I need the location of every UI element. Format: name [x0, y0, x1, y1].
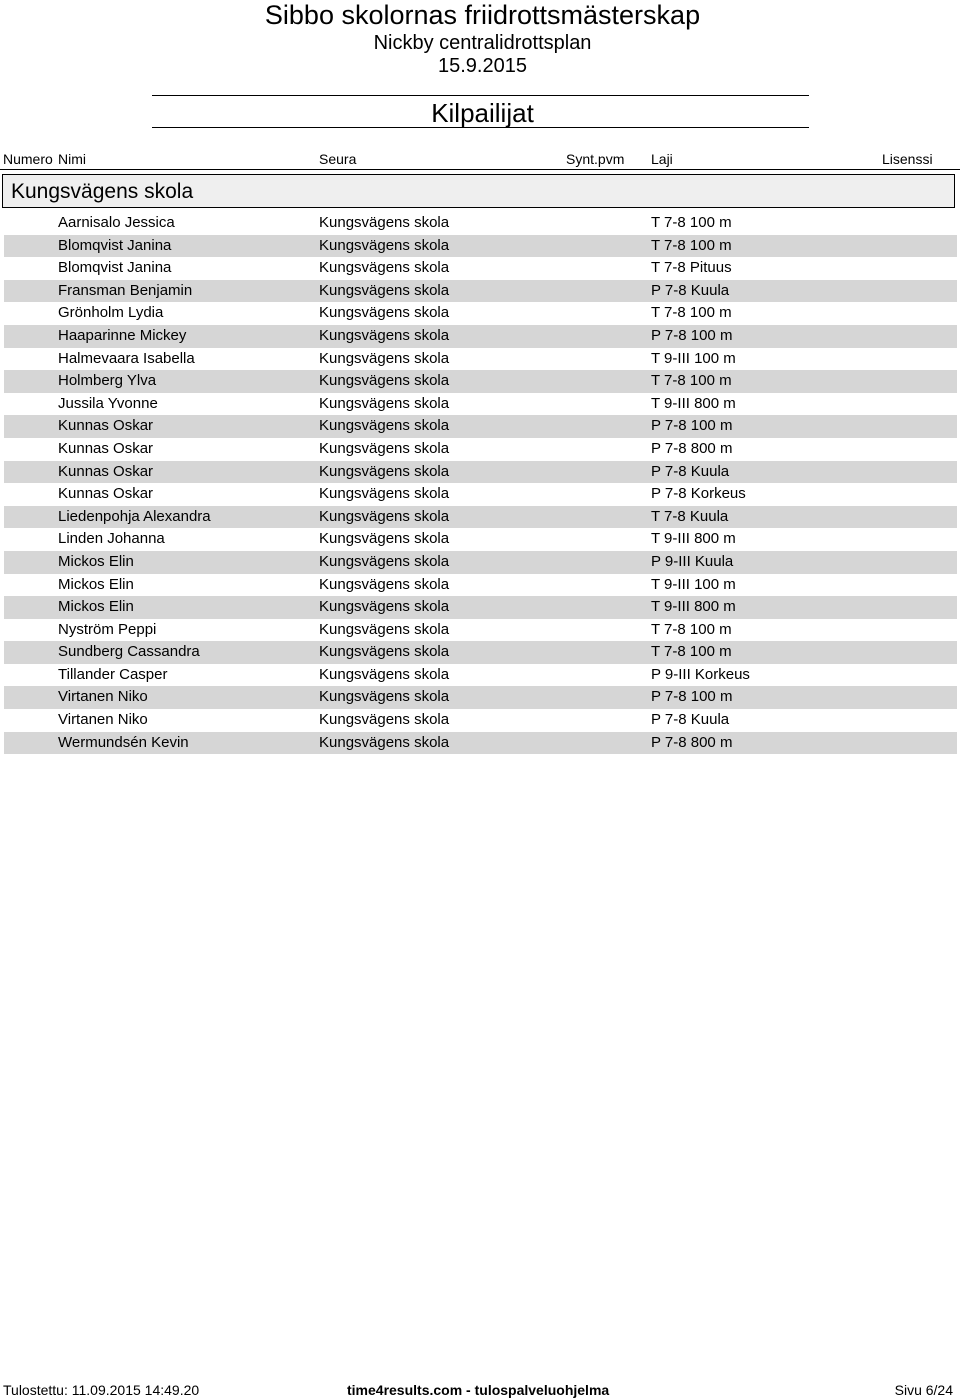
column-header-license: Lisenssi — [882, 151, 933, 167]
competitor-name: Liedenpohja Alexandra — [58, 507, 211, 525]
competitor-name: Virtanen Niko — [58, 688, 148, 706]
table-row — [4, 574, 957, 597]
club-section-header — [2, 174, 955, 208]
competitor-event: P 7-8 Kuula — [651, 281, 730, 299]
competitor-name: Aarnisalo Jessica — [58, 214, 175, 231]
competitor-name: Blomqvist Janina — [58, 259, 172, 277]
competitor-event: T 9-III 800 m — [651, 530, 736, 548]
table-row — [4, 686, 957, 709]
competitor-event: P 7-8 100 m — [651, 688, 733, 706]
table-row — [4, 438, 957, 461]
table-row — [4, 732, 957, 755]
competitor-club: Kungsvägens skola — [319, 688, 450, 706]
competitor-name: Kunnas Oskar — [58, 462, 154, 480]
competitor-event: P 9-III Korkeus — [651, 665, 750, 683]
footer-software: time4results.com - tulospalveluohjelma — [347, 1382, 610, 1398]
competitor-event: T 7-8 100 m — [651, 304, 732, 322]
competitor-club: Kungsvägens skola — [319, 417, 450, 435]
competitor-club: Kungsvägens skola — [319, 372, 450, 390]
competitor-name: Mickos Elin — [58, 598, 134, 616]
competitor-event: P 9-III Kuula — [651, 552, 734, 570]
table-row — [4, 483, 957, 506]
competitor-club: Kungsvägens skola — [319, 733, 450, 751]
competitor-club: Kungsvägens skola — [319, 507, 450, 525]
table-row — [4, 596, 957, 619]
competitor-club: Kungsvägens skola — [319, 394, 450, 412]
table-row — [4, 235, 957, 258]
competitor-event: P 7-8 Korkeus — [651, 485, 746, 503]
competitor-event: P 7-8 800 m — [651, 439, 733, 457]
table-row — [4, 415, 957, 438]
column-header-birthdate: Synt.pvm — [566, 151, 625, 167]
competitor-club: Kungsvägens skola — [319, 281, 450, 299]
competitor-event: T 7-8 Kuula — [651, 507, 729, 525]
competitor-event: T 7-8 100 m — [651, 214, 732, 231]
competitor-name: Linden Johanna — [58, 530, 165, 548]
table-row — [4, 528, 957, 551]
competitor-name: Mickos Elin — [58, 552, 134, 570]
competitor-name: Halmevaara Isabella — [58, 349, 195, 367]
competitor-club: Kungsvägens skola — [319, 711, 450, 729]
competitor-club: Kungsvägens skola — [319, 349, 450, 367]
competitor-event: P 7-8 100 m — [651, 417, 733, 435]
competitor-club: Kungsvägens skola — [319, 575, 450, 593]
competitor-name: Mickos Elin — [58, 575, 134, 593]
competitor-name: Sundberg Cassandra — [58, 643, 200, 661]
competitor-event: T 9-III 100 m — [651, 349, 736, 367]
competitor-club: Kungsvägens skola — [319, 236, 450, 254]
competitor-list — [4, 212, 957, 754]
page-title: Sibbo skolornas friidrottsmästerskap — [264, 0, 701, 30]
competitor-name: Grönholm Lydia — [58, 304, 164, 322]
footer-page-number: Sivu 6/24 — [894, 1382, 953, 1398]
table-row — [4, 280, 957, 303]
venue-subtitle: Nickby centralidrottsplan — [373, 32, 592, 54]
competitor-event: T 7-8 100 m — [651, 372, 732, 390]
table-row — [4, 641, 957, 664]
competitor-name: Tillander Casper — [58, 665, 168, 683]
competitor-event: P 7-8 Kuula — [651, 711, 730, 729]
competitor-name: Blomqvist Janina — [58, 236, 172, 254]
competitor-name: Kunnas Oskar — [58, 439, 154, 457]
competitor-name: Kunnas Oskar — [58, 485, 154, 503]
competitor-club: Kungsvägens skola — [319, 259, 450, 277]
competitor-event: T 9-III 800 m — [651, 394, 736, 412]
competitor-club: Kungsvägens skola — [319, 439, 450, 457]
competitor-club: Kungsvägens skola — [319, 326, 450, 344]
competitor-club: Kungsvägens skola — [319, 665, 450, 683]
competitor-club: Kungsvägens skola — [319, 530, 450, 548]
column-header-name: Nimi — [58, 151, 86, 167]
table-row — [4, 551, 957, 574]
competitor-event: T 7-8 100 m — [651, 643, 732, 661]
competitor-name: Jussila Yvonne — [58, 394, 158, 412]
competitor-name: Wermundsén Kevin — [58, 733, 189, 751]
competitor-club: Kungsvägens skola — [319, 304, 450, 322]
competitor-event: T 7-8 100 m — [651, 620, 732, 638]
competitor-club: Kungsvägens skola — [319, 598, 450, 616]
table-row — [4, 506, 957, 529]
table-row — [4, 212, 957, 235]
club-section-title: Kungsvägens skola — [11, 180, 194, 203]
competitor-name: Haaparinne Mickey — [58, 326, 187, 344]
competitor-club: Kungsvägens skola — [319, 214, 450, 231]
competitor-name: Kunnas Oskar — [58, 417, 154, 435]
page-footer — [0, 1381, 960, 1399]
competitor-club: Kungsvägens skola — [319, 643, 450, 661]
table-row — [4, 348, 957, 371]
column-header-event: Laji — [651, 151, 673, 167]
column-header-club: Seura — [319, 151, 357, 167]
competitor-name: Fransman Benjamin — [58, 281, 193, 299]
competitor-event: P 7-8 800 m — [651, 733, 733, 751]
competitor-club: Kungsvägens skola — [319, 485, 450, 503]
competitor-club: Kungsvägens skola — [319, 552, 450, 570]
competitor-event: T 9-III 100 m — [651, 575, 736, 593]
table-row — [4, 664, 957, 687]
competitor-event: T 7-8 Pituus — [651, 259, 732, 277]
competitor-event: P 7-8 Kuula — [651, 462, 730, 480]
table-row — [4, 709, 957, 732]
title-rule-top — [152, 95, 809, 96]
competitor-club: Kungsvägens skola — [319, 620, 450, 638]
competitor-event: T 7-8 100 m — [651, 236, 732, 254]
competitor-event: P 7-8 100 m — [651, 326, 733, 344]
competitor-name: Holmberg Ylva — [58, 372, 157, 390]
column-header-row — [0, 149, 960, 170]
table-row — [4, 393, 957, 416]
table-row — [4, 461, 957, 484]
list-heading: Kilpailijat — [431, 98, 534, 128]
competitor-club: Kungsvägens skola — [319, 462, 450, 480]
competitor-name: Nyström Peppi — [58, 620, 157, 638]
footer-printed-timestamp: Tulostettu: 11.09.2015 14:49.20 — [3, 1382, 200, 1398]
table-row — [4, 325, 957, 348]
table-row — [4, 257, 957, 280]
competitor-event: T 9-III 800 m — [651, 598, 736, 616]
competitor-name: Virtanen Niko — [58, 711, 148, 729]
title-rule-bottom — [152, 127, 809, 128]
table-row — [4, 302, 957, 325]
column-header-number: Numero — [3, 151, 53, 167]
table-row — [4, 619, 957, 642]
table-row — [4, 370, 957, 393]
event-date: 15.9.2015 — [438, 55, 527, 77]
